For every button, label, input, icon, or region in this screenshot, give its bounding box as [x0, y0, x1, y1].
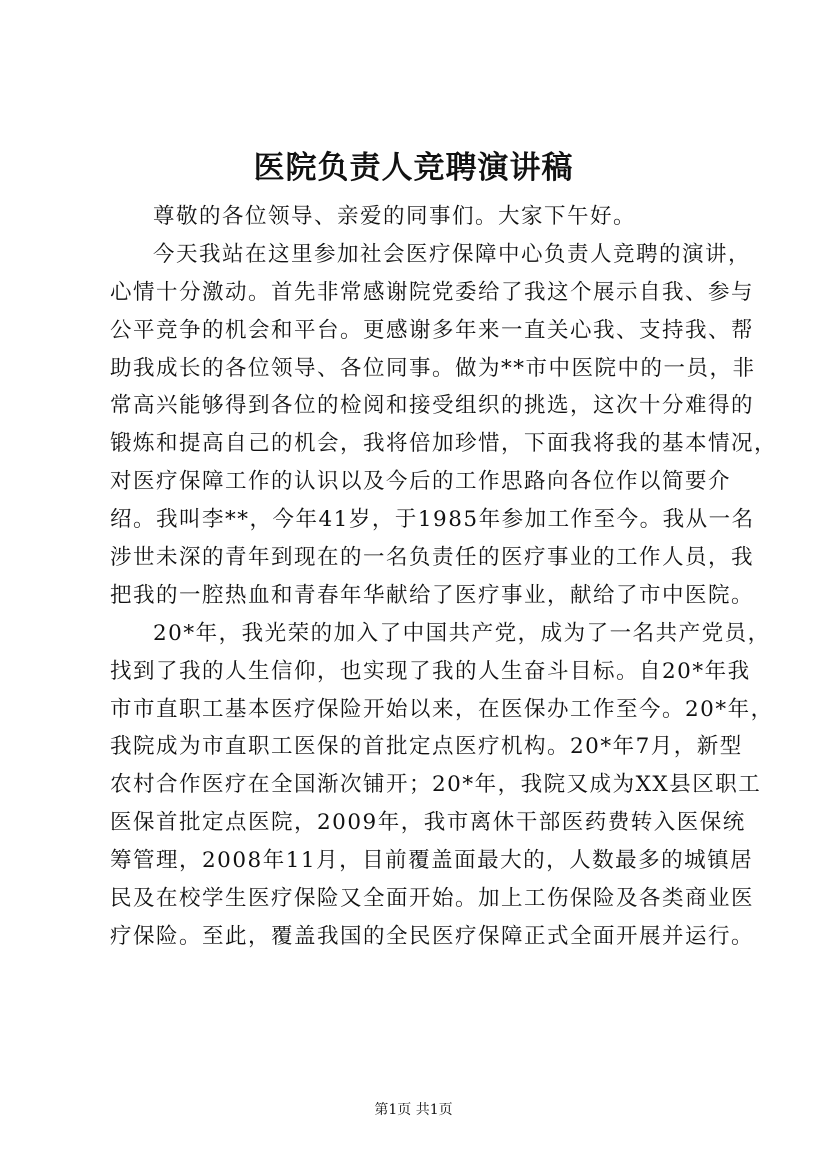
- paragraph-line: 常高兴能够得到各位的检阅和接受组织的挑选，这次十分难得的: [110, 393, 755, 419]
- paragraph-line: 农村合作医疗在全国渐次铺开；20*年，我院又成为XX县区职工: [110, 772, 762, 798]
- document-title: 医院负责人竞聘演讲稿: [253, 150, 574, 186]
- paragraph-line: 疗保险。至此，覆盖我国的全民医疗保障正式全面开展并运行。: [110, 923, 755, 949]
- page-footer: 第1页 共1页: [374, 1102, 453, 1118]
- greeting-line: 尊敬的各位领导、亲爱的同事们。大家下午好。: [153, 204, 637, 229]
- paragraph-line: 筹管理，2008年11月，目前覆盖面最大的，人数最多的城镇居: [110, 848, 754, 874]
- paragraph-line: 锻炼和提高自己的机会，我将倍加珍惜，下面我将我的基本情况，: [110, 431, 778, 457]
- paragraph-line: 找到了我的人生信仰，也实现了我的人生奋斗目标。自20*年我: [110, 658, 751, 684]
- paragraph-line: 把我的一腔热血和青春年华献给了医疗事业，献给了市中医院。: [110, 582, 755, 608]
- paragraph-line: 助我成长的各位领导、各位同事。做为**市中医院中的一员，非: [110, 355, 756, 381]
- document-body: [110, 198, 778, 956]
- paragraph-line: 今天我站在这里参加社会医疗保障中心负责人竞聘的演讲，: [153, 241, 752, 267]
- paragraph-line: 对医疗保障工作的认识以及今后的工作思路向各位作以简要介: [110, 469, 732, 495]
- paragraph-line: 医保首批定点医院，2009年，我市离休干部医药费转入医保统: [110, 810, 746, 836]
- paragraph-line: 公平竞争的机会和平台。更感谢多年来一直关心我、支持我、帮: [110, 317, 755, 343]
- paragraph-line: 绍。我叫李**，今年41岁，于1985年参加工作至今。我从一名: [110, 507, 755, 533]
- paragraph-line: 市市直职工基本医疗保险开始以来，在医保办工作至今。20*年，: [110, 696, 774, 722]
- paragraph-line: 涉世未深的青年到现在的一名负责任的医疗事业的工作人员，我: [110, 545, 755, 571]
- paragraph-line: 民及在校学生医疗保险又全面开始。加上工伤保险及各类商业医: [110, 886, 755, 912]
- paragraph-line: 我院成为市直职工医保的首批定点医疗机构。20*年7月，新型: [110, 734, 743, 760]
- paragraph-line: 20*年，我光荣的加入了中国共产党，成为了一名共产党员，: [153, 620, 771, 646]
- paragraph-line: 心情十分激动。首先非常感谢院党委给了我这个展示自我、参与: [110, 279, 755, 305]
